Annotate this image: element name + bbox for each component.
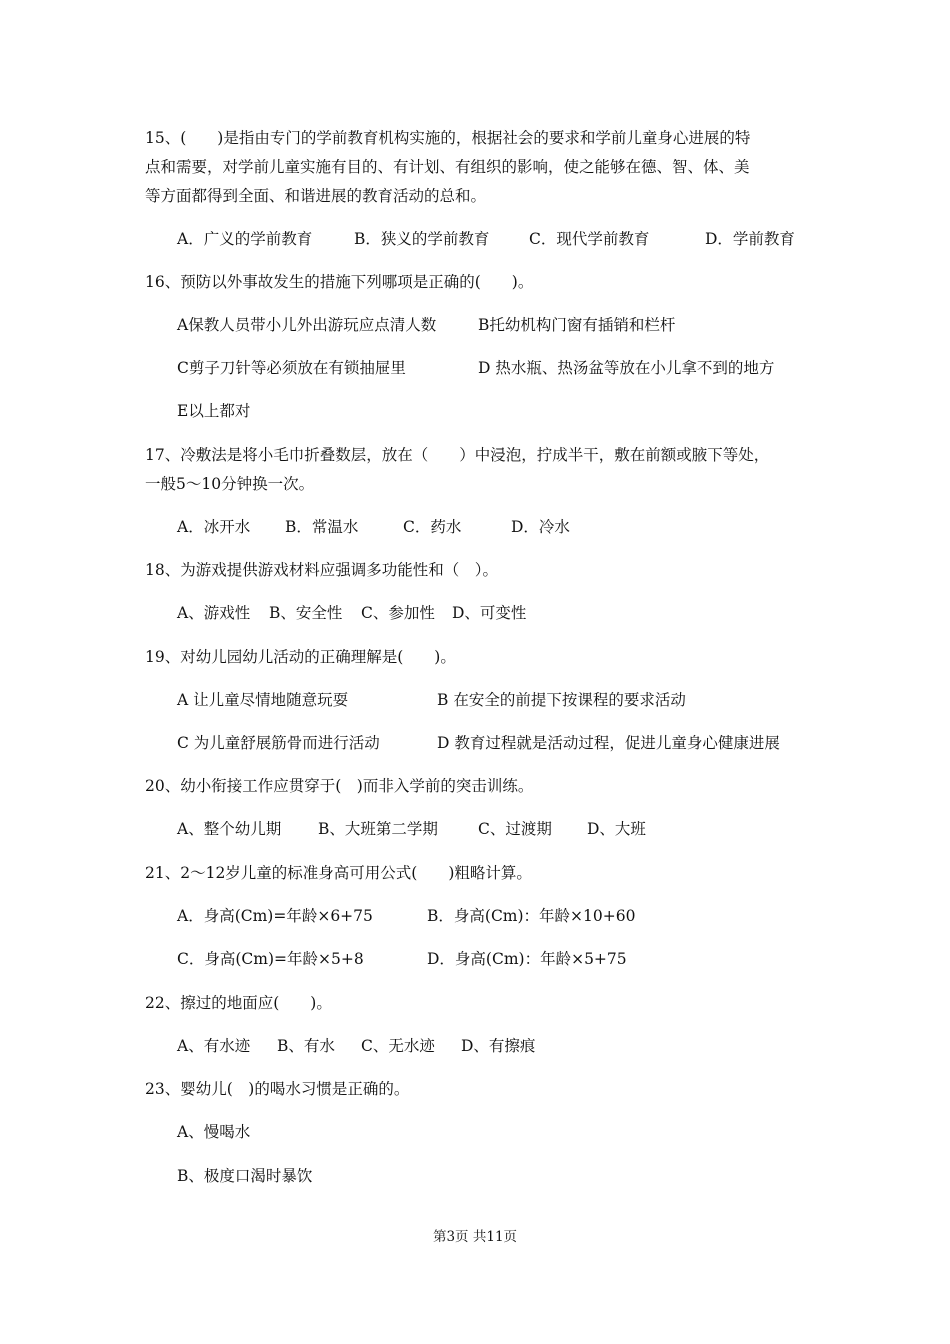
q18-option-b: B、安全性 — [269, 604, 343, 622]
q16-options-row-1 — [177, 314, 817, 336]
q18-stem: 18、为游戏提供游戏材料应强调多功能性和（ ）。 — [145, 561, 498, 579]
q17-option-d: D．冷水 — [511, 518, 570, 536]
q16-stem: 16、预防以外事故发生的措施下列哪项是正确的( )。 — [145, 273, 534, 291]
q21-options-row-1 — [177, 905, 817, 927]
q15-option-a: A．广义的学前教育 — [177, 230, 313, 248]
q16-option-d: D 热水瓶、热汤盆等放在小儿拿不到的地方 — [478, 359, 775, 377]
q17-option-b: B．常温水 — [285, 518, 359, 536]
q17-option-c: C．药水 — [403, 518, 462, 536]
q19-stem: 19、对幼儿园幼儿活动的正确理解是( )。 — [145, 648, 456, 666]
q22-option-a: A、有水迹 — [177, 1037, 251, 1055]
q23-stem: 23、婴幼儿( )的喝水习惯是正确的。 — [145, 1080, 410, 1098]
q15-option-c: C．现代学前教育 — [529, 230, 650, 248]
q22-option-b: B、有水 — [277, 1037, 335, 1055]
q18-options — [177, 602, 817, 624]
q16-option-b: B托幼机构门窗有插销和栏杆 — [478, 316, 676, 334]
q17-option-a: A．冰开水 — [177, 518, 251, 536]
q19-option-a: A 让儿童尽情地随意玩耍 — [177, 691, 349, 709]
page-footer: 第3页 共11页 — [432, 1229, 518, 1245]
q22-option-d: D、有擦痕 — [461, 1037, 536, 1055]
q23-option-b: B、极度口渴时暴饮 — [177, 1167, 313, 1185]
q21-option-d: D．身高(Cm)：年龄×5+75 — [427, 950, 627, 968]
q20-options — [177, 818, 817, 840]
q20-option-c: C、过渡期 — [478, 820, 552, 838]
q23-option-a: A、慢喝水 — [177, 1123, 251, 1141]
q17-stem-line-1: 17、冷敷法是将小毛巾折叠数层，放在（ ）中浸泡，拧成半干，敷在前额或腋下等处， — [145, 446, 770, 464]
q15-options — [177, 228, 817, 250]
q18-option-a: A、游戏性 — [177, 604, 251, 622]
q19-option-c: C 为儿童舒展筋骨而进行活动 — [177, 734, 380, 752]
q15-stem-line-3: 等方面都得到全面、和谐进展的教育活动的总和。 — [145, 187, 487, 205]
q19-option-d: D 教育过程就是活动过程，促进儿童身心健康进展 — [437, 734, 780, 752]
q21-option-b: B．身高(Cm)：年龄×10+60 — [427, 907, 636, 925]
q15-stem-line-2: 点和需要，对学前儿童实施有目的、有计划、有组织的影响，使之能够在德、智、体、美 — [145, 158, 750, 176]
q17-options — [177, 516, 817, 538]
q19-option-b: B 在安全的前提下按课程的要求活动 — [437, 691, 686, 709]
q21-options-row-2 — [177, 948, 817, 970]
q20-stem: 20、幼小衔接工作应贯穿于( )而非入学前的突击训练。 — [145, 777, 534, 795]
q21-option-c: C．身高(Cm)=年龄×5+8 — [177, 950, 364, 968]
q16-options-row-2 — [177, 357, 817, 379]
q15-option-b: B．狭义的学前教育 — [354, 230, 490, 248]
q16-option-c: C剪子刀针等必须放在有锁抽屉里 — [177, 359, 406, 377]
q15-option-d: D．学前教育 — [705, 230, 795, 248]
q22-stem: 22、擦过的地面应( )。 — [145, 994, 332, 1012]
q21-stem: 21、2～12岁儿童的标准身高可用公式( )粗略计算。 — [145, 864, 532, 882]
q19-options-row-2 — [177, 732, 817, 754]
q20-option-d: D、大班 — [587, 820, 646, 838]
q16-option-e: E以上都对 — [177, 402, 251, 420]
q22-option-c: C、无水迹 — [361, 1037, 435, 1055]
q15-stem-line-1: 15、( )是指由专门的学前教育机构实施的，根据社会的要求和学前儿童身心进展的特 — [145, 129, 751, 147]
q16-option-a: A保教人员带小儿外出游玩应点清人数 — [177, 316, 437, 334]
q18-option-c: C、参加性 — [361, 604, 435, 622]
q20-option-a: A、整个幼儿期 — [177, 820, 282, 838]
q17-stem-line-2: 一般5～10分钟换一次。 — [145, 475, 315, 493]
q18-option-d: D、可变性 — [452, 604, 527, 622]
q21-option-a: A．身高(Cm)=年龄×6+75 — [177, 907, 373, 925]
q22-options — [177, 1035, 817, 1057]
q19-options-row-1 — [177, 689, 817, 711]
q20-option-b: B、大班第二学期 — [318, 820, 438, 838]
